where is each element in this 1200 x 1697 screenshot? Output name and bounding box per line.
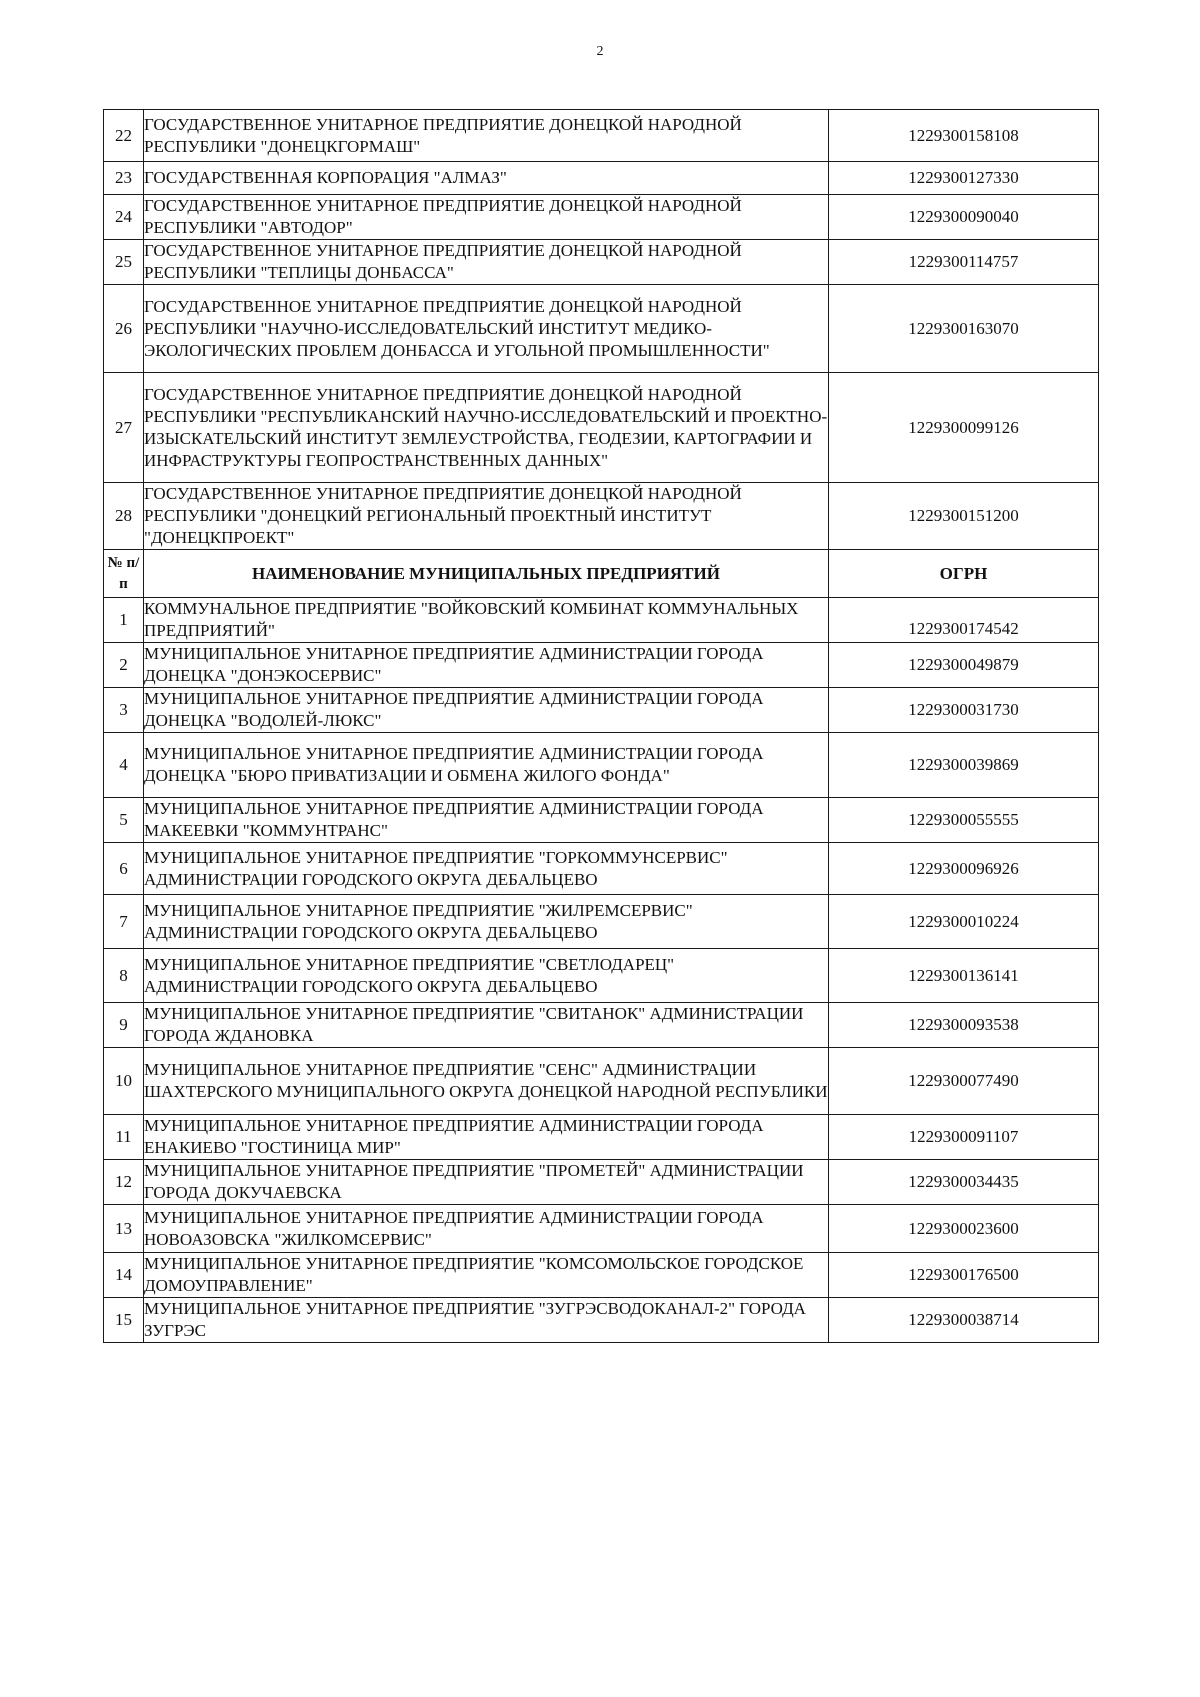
ogrn-value: 1229300010224 — [829, 895, 1099, 949]
enterprise-name: КОММУНАЛЬНОЕ ПРЕДПРИЯТИЕ "ВОЙКОВСКИЙ КОМБИНАТ КОММУНАЛЬНЫХ ПРЕДПРИЯТИЙ" — [144, 598, 829, 643]
table-row — [104, 949, 1099, 1003]
ogrn-value: 1229300031730 — [829, 688, 1099, 733]
table-row — [104, 1205, 1099, 1253]
ogrn-value: 1229300158108 — [829, 110, 1099, 162]
enterprise-name: МУНИЦИПАЛЬНОЕ УНИТАРНОЕ ПРЕДПРИЯТИЕ "ГОРКОММУНСЕРВИС" АДМИНИСТРАЦИИ ГОРОДСКОГО ОКРУГА ДЕБАЛЬЦЕВО — [144, 843, 829, 895]
table-row — [104, 688, 1099, 733]
row-number: 24 — [104, 195, 144, 240]
enterprise-name: ГОСУДАРСТВЕННОЕ УНИТАРНОЕ ПРЕДПРИЯТИЕ ДОНЕЦКОЙ НАРОДНОЙ РЕСПУБЛИКИ "ДОНЕЦКИЙ РЕГИОНАЛЬНЫЙ ПРОЕКТНЫЙ ИНСТИТУТ "ДОНЕЦКПРОЕКТ" — [144, 483, 829, 550]
row-number: 25 — [104, 240, 144, 285]
enterprise-name: ГОСУДАРСТВЕННОЕ УНИТАРНОЕ ПРЕДПРИЯТИЕ ДОНЕЦКОЙ НАРОДНОЙ РЕСПУБЛИКИ "РЕСПУБЛИКАНСКИЙ НАУЧНО-ИССЛЕДОВАТЕЛЬСКИЙ И ПРОЕКТНО-ИЗЫСКАТЕЛЬСКИЙ ИНСТИТУТ ЗЕМЛЕУСТРОЙСТВА, ГЕОДЕЗИИ, КАРТОГРАФИИ И ИНФРАСТРУКТУРЫ ГЕОПРОСТРАНСТВЕННЫХ ДАННЫХ" — [144, 373, 829, 483]
enterprise-name: МУНИЦИПАЛЬНОЕ УНИТАРНОЕ ПРЕДПРИЯТИЕ "ЗУГРЭСВОДОКАНАЛ-2" ГОРОДА ЗУГРЭС — [144, 1298, 829, 1343]
table-row — [104, 643, 1099, 688]
ogrn-value: 1229300093538 — [829, 1003, 1099, 1048]
table-row — [104, 285, 1099, 373]
table-row — [104, 240, 1099, 285]
enterprise-name: МУНИЦИПАЛЬНОЕ УНИТАРНОЕ ПРЕДПРИЯТИЕ АДМИНИСТРАЦИИ ГОРОДА НОВОАЗОВСКА "ЖИЛКОМСЕРВИС" — [144, 1205, 829, 1253]
table-row — [104, 895, 1099, 949]
ogrn-value: 1229300090040 — [829, 195, 1099, 240]
row-number: 9 — [104, 1003, 144, 1048]
ogrn-value: 1229300039869 — [829, 733, 1099, 798]
table-row — [104, 1160, 1099, 1205]
page-number: 2 — [596, 44, 604, 59]
enterprise-name: МУНИЦИПАЛЬНОЕ УНИТАРНОЕ ПРЕДПРИЯТИЕ АДМИНИСТРАЦИИ ГОРОДА ДОНЕЦКА "ДОНЭКОСЕРВИС" — [144, 643, 829, 688]
row-number: 7 — [104, 895, 144, 949]
enterprise-table — [103, 109, 1099, 1343]
enterprise-name: МУНИЦИПАЛЬНОЕ УНИТАРНОЕ ПРЕДПРИЯТИЕ "КОМСОМОЛЬСКОЕ ГОРОДСКОЕ ДОМОУПРАВЛЕНИЕ" — [144, 1253, 829, 1298]
table-row — [104, 195, 1099, 240]
ogrn-value: 1229300114757 — [829, 240, 1099, 285]
ogrn-value: 1229300034435 — [829, 1160, 1099, 1205]
enterprise-name: МУНИЦИПАЛЬНОЕ УНИТАРНОЕ ПРЕДПРИЯТИЕ АДМИНИСТРАЦИИ ГОРОДА МАКЕЕВКИ "КОММУНТРАНС" — [144, 798, 829, 843]
row-number: 28 — [104, 483, 144, 550]
table-row — [104, 1048, 1099, 1115]
enterprise-name: ГОСУДАРСТВЕННОЕ УНИТАРНОЕ ПРЕДПРИЯТИЕ ДОНЕЦКОЙ НАРОДНОЙ РЕСПУБЛИКИ "ДОНЕЦКГОРМАШ" — [144, 110, 829, 162]
table-row — [104, 1115, 1099, 1160]
table-row — [104, 798, 1099, 843]
column-header-number: № п/п — [104, 550, 144, 598]
row-number: 23 — [104, 162, 144, 195]
enterprise-name: ГОСУДАРСТВЕННАЯ КОРПОРАЦИЯ "АЛМАЗ" — [144, 162, 829, 195]
table-row — [104, 843, 1099, 895]
ogrn-value: 1229300099126 — [829, 373, 1099, 483]
table-row — [104, 483, 1099, 550]
enterprise-name: МУНИЦИПАЛЬНОЕ УНИТАРНОЕ ПРЕДПРИЯТИЕ "СВИТАНОК" АДМИНИСТРАЦИИ ГОРОДА ЖДАНОВКА — [144, 1003, 829, 1048]
column-header-ogrn: ОГРН — [829, 550, 1099, 598]
row-number: 27 — [104, 373, 144, 483]
row-number: 12 — [104, 1160, 144, 1205]
ogrn-value: 1229300038714 — [829, 1298, 1099, 1343]
row-number: 11 — [104, 1115, 144, 1160]
table-row — [104, 162, 1099, 195]
row-number: 2 — [104, 643, 144, 688]
row-number: 15 — [104, 1298, 144, 1343]
enterprise-name: МУНИЦИПАЛЬНОЕ УНИТАРНОЕ ПРЕДПРИЯТИЕ "ПРОМЕТЕЙ" АДМИНИСТРАЦИИ ГОРОДА ДОКУЧАЕВСКА — [144, 1160, 829, 1205]
row-number: 4 — [104, 733, 144, 798]
row-number: 5 — [104, 798, 144, 843]
table-row — [104, 1003, 1099, 1048]
ogrn-value: 1229300163070 — [829, 285, 1099, 373]
row-number: 22 — [104, 110, 144, 162]
ogrn-value: 1229300096926 — [829, 843, 1099, 895]
ogrn-value: 1229300055555 — [829, 798, 1099, 843]
enterprise-name: ГОСУДАРСТВЕННОЕ УНИТАРНОЕ ПРЕДПРИЯТИЕ ДОНЕЦКОЙ НАРОДНОЙ РЕСПУБЛИКИ "АВТОДОР" — [144, 195, 829, 240]
ogrn-value: 1229300176500 — [829, 1253, 1099, 1298]
enterprise-name: МУНИЦИПАЛЬНОЕ УНИТАРНОЕ ПРЕДПРИЯТИЕ АДМИНИСТРАЦИИ ГОРОДА ДОНЕЦКА "БЮРО ПРИВАТИЗАЦИИ И ОБМЕНА ЖИЛОГО ФОНДА" — [144, 733, 829, 798]
ogrn-value: 1229300023600 — [829, 1205, 1099, 1253]
row-number: 13 — [104, 1205, 144, 1253]
column-header-name: НАИМЕНОВАНИЕ МУНИЦИПАЛЬНЫХ ПРЕДПРИЯТИЙ — [144, 550, 829, 598]
row-number: 6 — [104, 843, 144, 895]
table-row — [104, 373, 1099, 483]
ogrn-value: 1229300077490 — [829, 1048, 1099, 1115]
ogrn-value: 1229300136141 — [829, 949, 1099, 1003]
ogrn-value: 1229300091107 — [829, 1115, 1099, 1160]
row-number: 10 — [104, 1048, 144, 1115]
enterprise-name: ГОСУДАРСТВЕННОЕ УНИТАРНОЕ ПРЕДПРИЯТИЕ ДОНЕЦКОЙ НАРОДНОЙ РЕСПУБЛИКИ "ТЕПЛИЦЫ ДОНБАССА" — [144, 240, 829, 285]
row-number: 8 — [104, 949, 144, 1003]
ogrn-value: 1229300127330 — [829, 162, 1099, 195]
table-row — [104, 1298, 1099, 1343]
enterprise-name: МУНИЦИПАЛЬНОЕ УНИТАРНОЕ ПРЕДПРИЯТИЕ АДМИНИСТРАЦИИ ГОРОДА ДОНЕЦКА "ВОДОЛЕЙ-ЛЮКС" — [144, 688, 829, 733]
enterprise-name: МУНИЦИПАЛЬНОЕ УНИТАРНОЕ ПРЕДПРИЯТИЕ АДМИНИСТРАЦИИ ГОРОДА ЕНАКИЕВО "ГОСТИНИЦА МИР" — [144, 1115, 829, 1160]
enterprise-name: ГОСУДАРСТВЕННОЕ УНИТАРНОЕ ПРЕДПРИЯТИЕ ДОНЕЦКОЙ НАРОДНОЙ РЕСПУБЛИКИ "НАУЧНО-ИССЛЕДОВАТЕЛЬСКИЙ ИНСТИТУТ МЕДИКО-ЭКОЛОГИЧЕСКИХ ПРОБЛЕМ ДОНБАССА И УГОЛЬНОЙ ПРОМЫШЛЕННОСТИ" — [144, 285, 829, 373]
table-row — [104, 1253, 1099, 1298]
row-number: 3 — [104, 688, 144, 733]
row-number: 14 — [104, 1253, 144, 1298]
table-row — [104, 110, 1099, 162]
row-number: 26 — [104, 285, 144, 373]
table-row — [104, 733, 1099, 798]
enterprise-name: МУНИЦИПАЛЬНОЕ УНИТАРНОЕ ПРЕДПРИЯТИЕ "СВЕТЛОДАРЕЦ" АДМИНИСТРАЦИИ ГОРОДСКОГО ОКРУГА ДЕБАЛЬЦЕВО — [144, 949, 829, 1003]
ogrn-value: 1229300174542 — [829, 598, 1099, 643]
ogrn-value: 1229300151200 — [829, 483, 1099, 550]
row-number: 1 — [104, 598, 144, 643]
enterprise-name: МУНИЦИПАЛЬНОЕ УНИТАРНОЕ ПРЕДПРИЯТИЕ "ЖИЛРЕМСЕРВИС" АДМИНИСТРАЦИИ ГОРОДСКОГО ОКРУГА ДЕБАЛЬЦЕВО — [144, 895, 829, 949]
enterprise-name: МУНИЦИПАЛЬНОЕ УНИТАРНОЕ ПРЕДПРИЯТИЕ "СЕНС" АДМИНИСТРАЦИИ ШАХТЕРСКОГО МУНИЦИПАЛЬНОГО ОКРУГА ДОНЕЦКОЙ НАРОДНОЙ РЕСПУБЛИКИ — [144, 1048, 829, 1115]
ogrn-value: 1229300049879 — [829, 643, 1099, 688]
municipal-header-row — [104, 550, 1099, 598]
table-row — [104, 598, 1099, 643]
